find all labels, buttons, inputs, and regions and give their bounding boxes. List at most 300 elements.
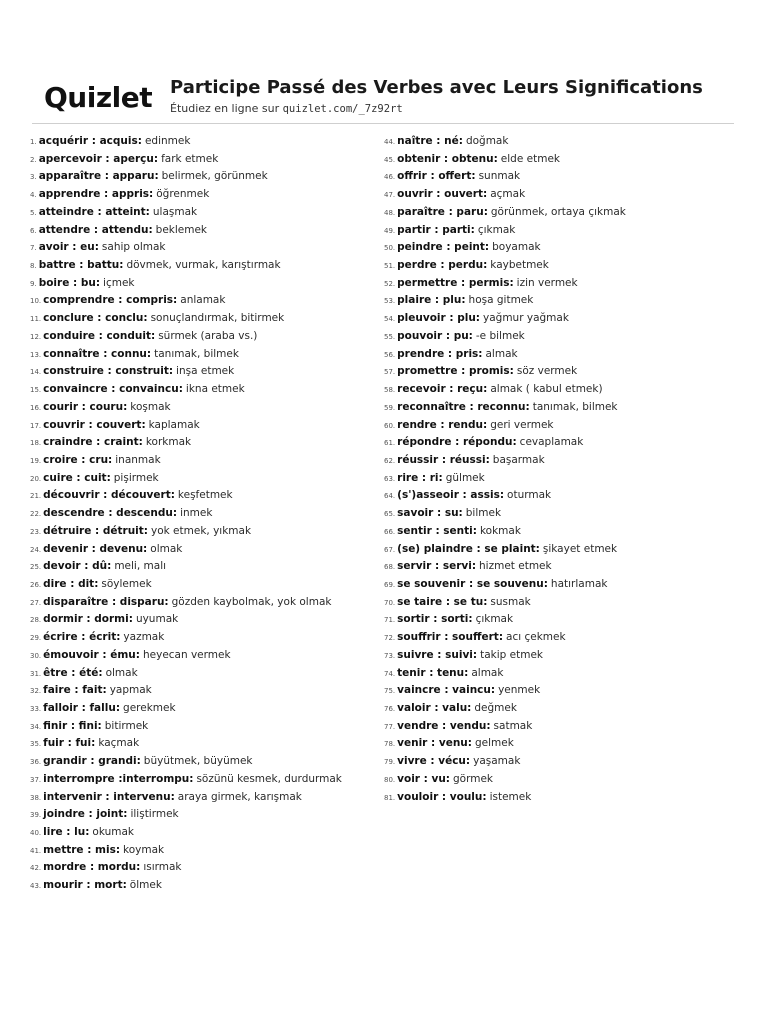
list-item	[30, 842, 375, 860]
item-term: avoir : eu:	[38, 241, 99, 254]
item-number: 9.	[30, 279, 37, 288]
item-term: vaincre : vaincu:	[397, 684, 496, 697]
item-term: découvrir : découvert:	[43, 489, 175, 502]
item-number: 43.	[30, 882, 42, 891]
item-definition: kaybetmek	[490, 259, 549, 272]
item-definition: cevaplamak	[519, 436, 584, 449]
list-item	[30, 859, 375, 877]
item-definition: çıkmak	[475, 613, 514, 626]
item-number: 69.	[384, 580, 396, 589]
item-number: 71.	[384, 616, 396, 625]
item-number: 1.	[30, 138, 37, 146]
item-term: construire : construit:	[43, 365, 174, 378]
list-item	[30, 399, 375, 417]
item-term: obtenir : obtenu:	[397, 152, 498, 165]
set-url-link[interactable]: quizlet.com/_7z92rt	[282, 103, 403, 115]
item-definition: okumak	[92, 826, 135, 839]
item-term: perdre : perdu:	[397, 259, 488, 272]
item-term: venir : venu:	[397, 737, 472, 750]
item-definition: satmak	[493, 719, 533, 732]
item-definition: kaçmak	[98, 737, 140, 750]
item-term: servir : servi:	[397, 560, 477, 573]
list-item	[30, 789, 375, 807]
item-term: courir : couru:	[43, 400, 128, 413]
item-definition: bitirmek	[104, 719, 149, 732]
list-item	[30, 647, 375, 665]
list-item	[384, 417, 744, 435]
item-definition: koymak	[123, 843, 165, 856]
list-item	[384, 487, 744, 505]
item-definition: gelmek	[474, 737, 514, 750]
item-term: paraître : paru:	[397, 205, 488, 218]
item-term: vivre : vécu:	[397, 755, 471, 768]
item-definition: sahip olmak	[101, 241, 166, 254]
item-term: conduire : conduit:	[43, 329, 156, 342]
list-item	[30, 665, 375, 683]
item-number: 61.	[384, 439, 396, 448]
item-definition: belirmek, görünmek	[161, 170, 268, 183]
list-item	[30, 824, 375, 842]
item-term: (s')asseoir : assis:	[397, 489, 505, 502]
item-definition: fark etmek	[161, 152, 219, 165]
item-definition: sürmek (araba vs.)	[158, 329, 258, 342]
list-item	[384, 789, 744, 807]
item-number: 12.	[30, 332, 42, 341]
item-number: 65.	[384, 510, 396, 519]
list-item	[30, 576, 375, 594]
item-number: 45.	[384, 155, 396, 164]
item-definition: sonuçlandırmak, bitirmek	[150, 312, 285, 325]
list-item	[30, 381, 375, 399]
item-definition: hatırlamak	[550, 577, 608, 590]
item-definition: acı çekmek	[506, 631, 566, 644]
item-definition: ölmek	[129, 879, 162, 892]
item-term: sentir : senti:	[397, 524, 477, 537]
list-item	[30, 346, 375, 364]
list-item	[384, 470, 744, 488]
item-term: prendre : pris:	[397, 347, 483, 360]
item-term: dormir : dormi:	[43, 613, 133, 626]
item-number: 58.	[384, 386, 396, 395]
item-number: 60.	[384, 421, 396, 430]
item-definition: sözünü kesmek, durdurmak	[196, 772, 342, 785]
item-number: 26.	[30, 580, 42, 589]
item-number: 21.	[30, 492, 42, 501]
item-definition: kaplamak	[148, 418, 200, 431]
item-definition: gerekmek	[123, 702, 176, 714]
list-item	[30, 753, 375, 771]
item-term: (se) plaindre : se plaint:	[397, 542, 540, 555]
list-item	[384, 239, 744, 257]
item-number: 8.	[30, 262, 37, 271]
item-term: plaire : plu:	[397, 294, 466, 307]
list-item	[30, 168, 375, 186]
item-number: 50.	[384, 244, 396, 253]
list-item	[384, 647, 744, 665]
item-term: valoir : valu:	[397, 702, 472, 714]
item-definition: söz vermek	[516, 365, 578, 378]
item-definition: iliştirmek	[130, 808, 179, 821]
item-term: se taire : se tu:	[397, 595, 488, 608]
item-term: devoir : dû:	[43, 560, 112, 573]
item-term: naître : né:	[397, 135, 463, 147]
item-term: atteindre : atteint:	[38, 205, 150, 218]
item-number: 36.	[30, 758, 42, 767]
item-number: 42.	[30, 864, 42, 873]
item-definition: ulaşmak	[152, 205, 198, 218]
item-number: 51.	[384, 262, 396, 271]
item-definition: gülmek	[445, 471, 485, 484]
item-definition: dövmek, vurmak, karıştırmak	[126, 259, 281, 272]
item-number: 24.	[30, 545, 42, 554]
list-item	[30, 700, 375, 718]
item-definition: boyamak	[492, 241, 541, 254]
list-item	[384, 328, 744, 346]
list-item	[384, 665, 744, 683]
item-number: 66.	[384, 527, 396, 536]
list-item	[30, 257, 375, 275]
item-definition: takip etmek	[480, 648, 543, 661]
item-number: 70.	[384, 598, 396, 607]
list-item	[384, 257, 744, 275]
item-term: reconnaître : reconnu:	[397, 400, 530, 413]
list-item	[30, 292, 375, 310]
list-item	[30, 523, 375, 541]
item-term: savoir : su:	[397, 507, 463, 520]
item-term: croire : cru:	[43, 453, 113, 466]
list-item	[30, 434, 375, 452]
item-term: partir : parti:	[397, 223, 475, 236]
list-item	[384, 505, 744, 523]
item-number: 10.	[30, 297, 42, 306]
list-item	[384, 682, 744, 700]
item-number: 17.	[30, 421, 42, 430]
vocab-list-right	[384, 133, 744, 806]
list-item	[30, 806, 375, 824]
item-number: 75.	[384, 687, 396, 696]
item-definition: keşfetmek	[177, 489, 233, 502]
item-term: interrompre :interrompu:	[43, 772, 194, 785]
item-term: détruire : détruit:	[43, 524, 148, 537]
list-item	[384, 576, 744, 594]
item-definition: bilmek	[465, 507, 502, 520]
list-item	[30, 310, 375, 328]
item-number: 30.	[30, 651, 42, 660]
list-item	[30, 594, 375, 612]
item-number: 13.	[30, 350, 42, 359]
item-term: cuire : cuit:	[43, 471, 111, 484]
list-item	[384, 363, 744, 381]
item-definition: elde etmek	[500, 152, 560, 165]
item-term: connaître : connu:	[43, 347, 152, 360]
list-item	[30, 771, 375, 789]
item-term: boire : bu:	[38, 276, 101, 289]
item-term: fuir : fui:	[43, 737, 96, 750]
item-definition: söylemek	[101, 577, 152, 590]
item-definition: görmek	[453, 772, 494, 785]
item-definition: edinmek	[144, 135, 191, 147]
item-definition: hizmet etmek	[479, 560, 552, 573]
item-definition: olmak	[105, 666, 138, 679]
item-number: 23.	[30, 527, 42, 536]
item-term: recevoir : reçu:	[397, 383, 488, 396]
list-item	[30, 239, 375, 257]
item-number: 52.	[384, 279, 396, 288]
item-term: peindre : peint:	[397, 241, 490, 254]
item-number: 25.	[30, 563, 42, 572]
list-item	[30, 363, 375, 381]
item-number: 53.	[384, 297, 396, 306]
item-definition: oturmak	[507, 489, 552, 502]
item-number: 47.	[384, 191, 396, 200]
item-term: descendre : descendu:	[43, 507, 178, 520]
list-item	[30, 470, 375, 488]
item-number: 54.	[384, 315, 396, 324]
item-definition: yok etmek, yıkmak	[151, 524, 252, 537]
list-item	[384, 168, 744, 186]
item-term: finir : fini:	[43, 719, 102, 732]
quizlet-logo: Quizlet	[44, 81, 153, 114]
list-item	[384, 718, 744, 736]
item-definition: almak	[471, 666, 504, 679]
list-item	[384, 523, 744, 541]
item-number: 22.	[30, 510, 42, 519]
item-number: 20.	[30, 474, 42, 483]
list-item	[384, 186, 744, 204]
item-definition: inmek	[180, 507, 213, 520]
list-item	[384, 151, 744, 169]
item-number: 27.	[30, 598, 42, 607]
item-definition: uyumak	[135, 613, 179, 626]
item-number: 32.	[30, 687, 42, 696]
item-number: 48.	[384, 208, 396, 217]
list-item	[384, 558, 744, 576]
item-definition: hoşa gitmek	[468, 294, 534, 307]
item-definition: yapmak	[109, 684, 152, 697]
list-item	[30, 328, 375, 346]
list-item	[384, 381, 744, 399]
item-number: 49.	[384, 226, 396, 235]
item-term: dire : dit:	[43, 577, 99, 590]
list-item	[384, 346, 744, 364]
item-term: mettre : mis:	[43, 843, 121, 856]
item-term: apprendre : appris:	[38, 188, 154, 201]
item-definition: yazmak	[123, 631, 165, 644]
item-definition: araya girmek, karışmak	[177, 790, 302, 803]
item-number: 35.	[30, 740, 42, 749]
item-definition: gözden kaybolmak, yok olmak	[171, 595, 332, 608]
item-number: 31.	[30, 669, 42, 678]
item-number: 15.	[30, 386, 42, 395]
item-number: 40.	[30, 829, 42, 838]
item-number: 18.	[30, 439, 42, 448]
item-definition: heyecan vermek	[142, 648, 231, 661]
list-item	[30, 222, 375, 240]
list-item	[384, 222, 744, 240]
item-number: 79.	[384, 758, 396, 767]
item-term: faire : fait:	[43, 684, 107, 697]
item-definition: tanımak, bilmek	[532, 400, 618, 413]
item-definition: -e bilmek	[475, 329, 525, 342]
item-term: émouvoir : ému:	[43, 648, 140, 661]
item-term: mordre : mordu:	[43, 861, 141, 874]
list-item	[384, 735, 744, 753]
item-definition: değmek	[474, 702, 517, 714]
item-number: 16.	[30, 403, 42, 412]
item-number: 73.	[384, 651, 396, 660]
item-definition: kokmak	[479, 524, 521, 537]
item-definition: istemek	[489, 790, 532, 803]
item-number: 3.	[30, 173, 37, 182]
item-term: rire : ri:	[397, 471, 443, 484]
item-term: sortir : sorti:	[397, 613, 473, 626]
item-definition: pişirmek	[113, 471, 159, 484]
item-number: 62.	[384, 456, 396, 465]
item-term: devenir : devenu:	[43, 542, 148, 555]
list-item	[30, 275, 375, 293]
item-term: disparaître : disparu:	[43, 595, 169, 608]
item-number: 81.	[384, 793, 396, 802]
item-term: couvrir : couvert:	[43, 418, 146, 431]
item-term: vouloir : voulu:	[397, 790, 487, 803]
list-item	[30, 541, 375, 559]
item-term: falloir : fallu:	[43, 702, 121, 714]
item-definition: almak	[485, 347, 518, 360]
list-item	[384, 753, 744, 771]
item-definition: ısırmak	[143, 861, 182, 874]
list-item	[384, 275, 744, 293]
item-number: 19.	[30, 456, 42, 465]
item-definition: başarmak	[492, 453, 545, 466]
item-definition: geri vermek	[490, 418, 554, 431]
item-term: réussir : réussi:	[397, 453, 490, 466]
item-number: 78.	[384, 740, 396, 749]
item-number: 74.	[384, 669, 396, 678]
item-term: battre : battu:	[38, 259, 124, 272]
item-number: 6.	[30, 226, 37, 235]
item-term: vendre : vendu:	[397, 719, 491, 732]
item-number: 2.	[30, 155, 37, 164]
item-definition: korkmak	[145, 436, 192, 449]
item-term: convaincre : convaincu:	[43, 383, 183, 396]
item-number: 41.	[30, 846, 42, 855]
item-number: 39.	[30, 811, 42, 820]
item-term: tenir : tenu:	[397, 666, 469, 679]
item-term: grandir : grandi:	[43, 755, 141, 768]
item-term: apercevoir : aperçu:	[38, 152, 159, 165]
list-item	[30, 611, 375, 629]
item-number: 56.	[384, 350, 396, 359]
page-subtitle	[170, 101, 403, 117]
item-term: répondre : répondu:	[397, 436, 517, 449]
item-term: mourir : mort:	[43, 879, 127, 892]
item-term: intervenir : intervenu:	[43, 790, 175, 803]
list-item	[30, 682, 375, 700]
item-number: 5.	[30, 208, 37, 217]
item-number: 63.	[384, 474, 396, 483]
item-definition: sunmak	[478, 170, 521, 183]
item-term: voir : vu:	[397, 772, 451, 785]
item-term: attendre : attendu:	[38, 223, 153, 236]
item-definition: susmak	[490, 595, 531, 608]
item-definition: içmek	[103, 276, 135, 289]
list-item	[30, 452, 375, 470]
item-term: lire : lu:	[43, 826, 90, 839]
list-item	[30, 204, 375, 222]
item-number: 28.	[30, 616, 42, 625]
item-term: être : été:	[43, 666, 103, 679]
item-definition: beklemek	[155, 223, 208, 236]
item-definition: öğrenmek	[156, 188, 210, 201]
item-number: 29.	[30, 634, 42, 643]
list-item	[30, 505, 375, 523]
item-number: 46.	[384, 173, 396, 182]
item-term: conclure : conclu:	[43, 312, 148, 325]
item-term: se souvenir : se souvenu:	[397, 577, 548, 590]
item-term: souffrir : souffert:	[397, 631, 504, 644]
item-term: offrir : offert:	[397, 170, 476, 183]
list-item	[30, 629, 375, 647]
item-number: 77.	[384, 722, 396, 731]
item-number: 80.	[384, 775, 396, 784]
list-item	[30, 558, 375, 576]
list-item	[384, 594, 744, 612]
list-item	[384, 434, 744, 452]
item-number: 33.	[30, 705, 42, 713]
item-number: 72.	[384, 634, 396, 643]
page-header	[32, 74, 734, 122]
item-definition: doğmak	[465, 135, 509, 147]
item-definition: inşa etmek	[176, 365, 235, 378]
item-definition: açmak	[490, 188, 526, 201]
item-number: 38.	[30, 793, 42, 802]
item-number: 76.	[384, 705, 396, 713]
list-item	[384, 292, 744, 310]
item-definition: meli, malı	[114, 560, 167, 573]
item-number: 11.	[30, 315, 42, 324]
list-item	[384, 310, 744, 328]
vocab-list-left	[30, 133, 375, 895]
list-item	[384, 611, 744, 629]
list-item	[30, 718, 375, 736]
item-definition: almak ( kabul etmek)	[490, 383, 603, 396]
list-item	[30, 186, 375, 204]
item-definition: yaşamak	[473, 755, 521, 768]
item-term: écrire : écrit:	[43, 631, 121, 644]
list-item	[384, 629, 744, 647]
header-divider	[32, 123, 734, 124]
item-number: 55.	[384, 332, 396, 341]
item-term: apparaître : apparu:	[38, 170, 159, 183]
item-term: joindre : joint:	[43, 808, 128, 821]
item-term: rendre : rendu:	[397, 418, 488, 431]
list-item	[30, 487, 375, 505]
list-item	[384, 452, 744, 470]
list-item	[384, 771, 744, 789]
list-item	[384, 133, 744, 151]
item-definition: şikayet etmek	[542, 542, 618, 555]
item-term: ouvrir : ouvert:	[397, 188, 488, 201]
item-definition: büyütmek, büyümek	[143, 755, 253, 768]
item-definition: olmak	[150, 542, 183, 555]
item-number: 7.	[30, 244, 37, 253]
item-number: 67.	[384, 545, 396, 554]
item-definition: yağmur yağmak	[483, 312, 569, 325]
item-definition: inanmak	[115, 453, 161, 466]
item-number: 34.	[30, 722, 42, 731]
item-definition: çıkmak	[477, 223, 516, 236]
item-number: 4.	[30, 191, 37, 200]
